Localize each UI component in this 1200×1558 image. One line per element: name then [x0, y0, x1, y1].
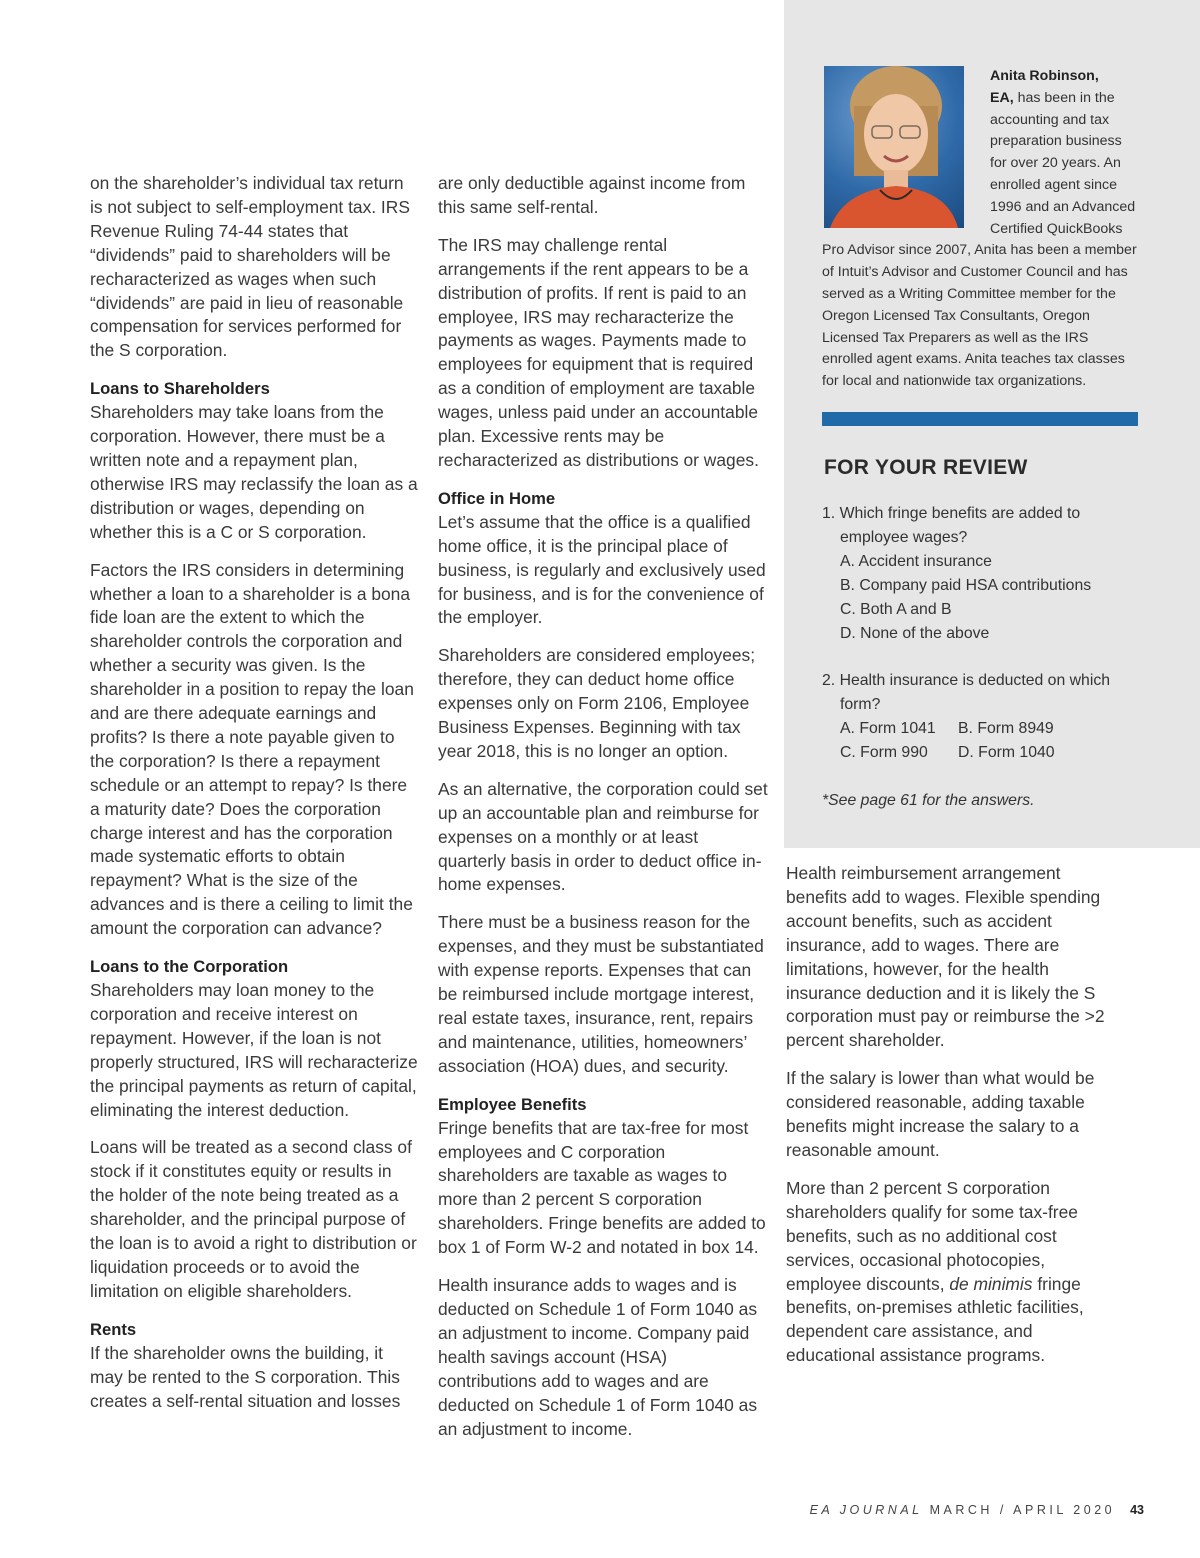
- author-name: Anita Robinson,: [990, 68, 1099, 84]
- paragraph: The IRS may challenge rental arrangements if the rent appears to be a distribution of profits. If rent is paid to an employee, IRS may recharacterize the payments as wages. Payments made to employees for equipment that is required as a condition of employment are taxable wages, unless paid under an accountable plan. Excessive rents may be recharacterized as distributions or wages.: [438, 234, 759, 470]
- answer-option: C. Form 990: [840, 744, 928, 762]
- paragraph: Shareholders are considered employees; therefore, they can deduct home office expenses only on Form 2106, Employee Business Expenses. Beginning with tax year 2018, this is no longer an option.: [438, 645, 756, 761]
- page-footer: [810, 1503, 1144, 1517]
- review-question-1: [822, 502, 1152, 645]
- section-heading-rents: Rents: [90, 1319, 137, 1339]
- answers-note: *See page 61 for the answers.: [822, 792, 1035, 810]
- paragraph: Shareholders may take loans from the corporation. However, there must be a written note and a repayment plan, otherwise IRS may reclassify the loan as a distribution or wages, depending on whether this is a C or S corporation.: [90, 402, 418, 542]
- article-column-2: [438, 172, 768, 1455]
- paragraph: Health reimbursement arrangement benefits add to wages. Flexible spending account benefits, such as accident insurance, add to wages. There are limitations, however, for the health insurance deduction and it is likely the S corporation must pay or reimburse the >2 percent shareholder.: [786, 863, 1105, 1051]
- section-divider-bar: [822, 412, 1138, 426]
- paragraph: As an alternative, the corporation could set up an accountable plan and reimburse for expenses on a monthly or at least quarterly basis in order to deduct office in-home expenses.: [438, 778, 768, 895]
- author-bio-text: has been in the accounting and tax preparation business for over 20 years. An enrolled agent since 1996 and an Advanced Certified QuickBooks Pro Advisor since 2007, Anita has been a member of Intuit’s Advisor and Customer Council and has served as a Writing Committee member for the Oregon Licensed Tax Consultants, Oregon Licensed Tax Preparers as well as the IRS enrolled agent exams. Anita teaches tax classes for local and nationwide tax organizations.: [822, 89, 1137, 390]
- article-column-3: [786, 862, 1116, 1382]
- answer-option: A. Form 1041: [840, 720, 936, 738]
- paragraph: Shareholders may loan money to the corporation and receive interest on repayment. However, if the loan is not properly structured, IRS will recharacterize the principal payments as return of capital, eliminating the interest deduction.: [90, 980, 418, 1120]
- section-heading-loans-to-shareholders: Loans to Shareholders: [90, 379, 270, 399]
- question-text: 2. Health insurance is deducted on which form?: [822, 672, 1111, 714]
- paragraph: Let’s assume that the office is a qualified home office, it is the principal place of business, is regularly and exclusively used for business, and is for the convenience of the employer.: [438, 511, 766, 628]
- answer-option: A. Accident insurance: [840, 552, 992, 570]
- answer-option: B. Form 8949: [958, 720, 1054, 738]
- emphasis-text: de minimis: [949, 1273, 1033, 1294]
- paragraph: Factors the IRS considers in determining whether a loan to a shareholder is a bona fide loan are the extent to which the shareholder controls the corporation and whether a security was given. Is the shareholder in a position to repay the loan and are there adequate earnings and profits? Is there a note payable given to the corporation? Is there a repayment schedule or an attempt to repay? Is there a maturity date? Does the corporation charge interest and has the corporation made systematic efforts to obtain repayment? What is the size of the advances and is there a ceiling to limit the amount the corporation can advance?: [90, 559, 414, 939]
- article-column-1: [90, 172, 420, 1427]
- answer-option: D. Form 1040: [958, 744, 1055, 762]
- answer-option: C. Both A and B: [840, 600, 952, 618]
- journal-name: EA JOURNAL: [809, 1503, 923, 1517]
- paragraph: More than 2 percent S corporation shareholders qualify for some tax-free benefits, such as no additional cost services, occasional photocopies, employee discounts, de minimis fringe benefits, on-premises athletic facilities, dependent care assistance, and educational assistance programs.: [786, 1177, 1084, 1366]
- paragraph: are only deductible against income from this same self-rental.: [438, 173, 746, 217]
- question-text: 1. Which fringe benefits are added to employee wages?: [822, 505, 1081, 546]
- section-heading-office-in-home: Office in Home: [438, 488, 556, 508]
- review-question-2: [822, 669, 1152, 765]
- author-credential: EA,: [990, 89, 1014, 106]
- review-questions: [822, 502, 1152, 813]
- paragraph: Loans will be treated as a second class of stock if it constitutes equity or results in the holder of the note being treated as a shareholder, and the principal purpose of the loan is to avoid a right to distribution or liquidation proceeds or to avoid the limitation on eligible shareholders.: [90, 1137, 417, 1301]
- paragraph: If the salary is lower than what would be considered reasonable, adding taxable benefits might increase the salary to a reasonable amount.: [786, 1068, 1095, 1160]
- section-heading-employee-benefits: Employee Benefits: [438, 1094, 587, 1114]
- paragraph: Fringe benefits that are tax-free for most employees and C corporation shareholders are taxable as wages to more than 2 percent S corporation shareholders. Fringe benefits are added to box 1 of Form W-2 and notated in box 14.: [438, 1117, 766, 1258]
- review-title: FOR YOUR REVIEW: [824, 456, 1028, 479]
- paragraph: If the shareholder owns the building, it may be rented to the S corporation. This creates a self-rental situation and losses: [90, 1342, 401, 1411]
- paragraph: There must be a business reason for the expenses, and they must be substantiated with expense reports. Expenses that can be reimbursed include mortgage interest, real estate taxes, insurance, rent, repairs and maintenance, utilities, homeowners’ association (HOA) dues, and security.: [438, 912, 764, 1076]
- paragraph: on the shareholder’s individual tax return is not subject to self-employment tax. IRS Revenue Ruling 74-44 states that “dividends” paid to shareholders will be recharacterized as wages when such “dividends” are paid in lieu of reasonable compensation for services performed for the S corporation.: [90, 173, 410, 361]
- issue-date: MARCH / APRIL 2020: [929, 1503, 1116, 1517]
- author-bio: [822, 66, 1140, 393]
- author-sidebar: [784, 0, 1200, 848]
- paragraph: Health insurance adds to wages and is deducted on Schedule 1 of Form 1040 as an adjustment to income. Company paid health savings account (HSA) contributions add to wages and are deducted on Schedule 1 of Form 1040 as an adjustment to income.: [438, 1275, 758, 1439]
- answer-option: D. None of the above: [840, 624, 990, 642]
- page-number: 43: [1130, 1503, 1144, 1517]
- section-heading-loans-to-corporation: Loans to the Corporation: [90, 957, 289, 977]
- answer-option: B. Company paid HSA contributions: [840, 576, 1092, 594]
